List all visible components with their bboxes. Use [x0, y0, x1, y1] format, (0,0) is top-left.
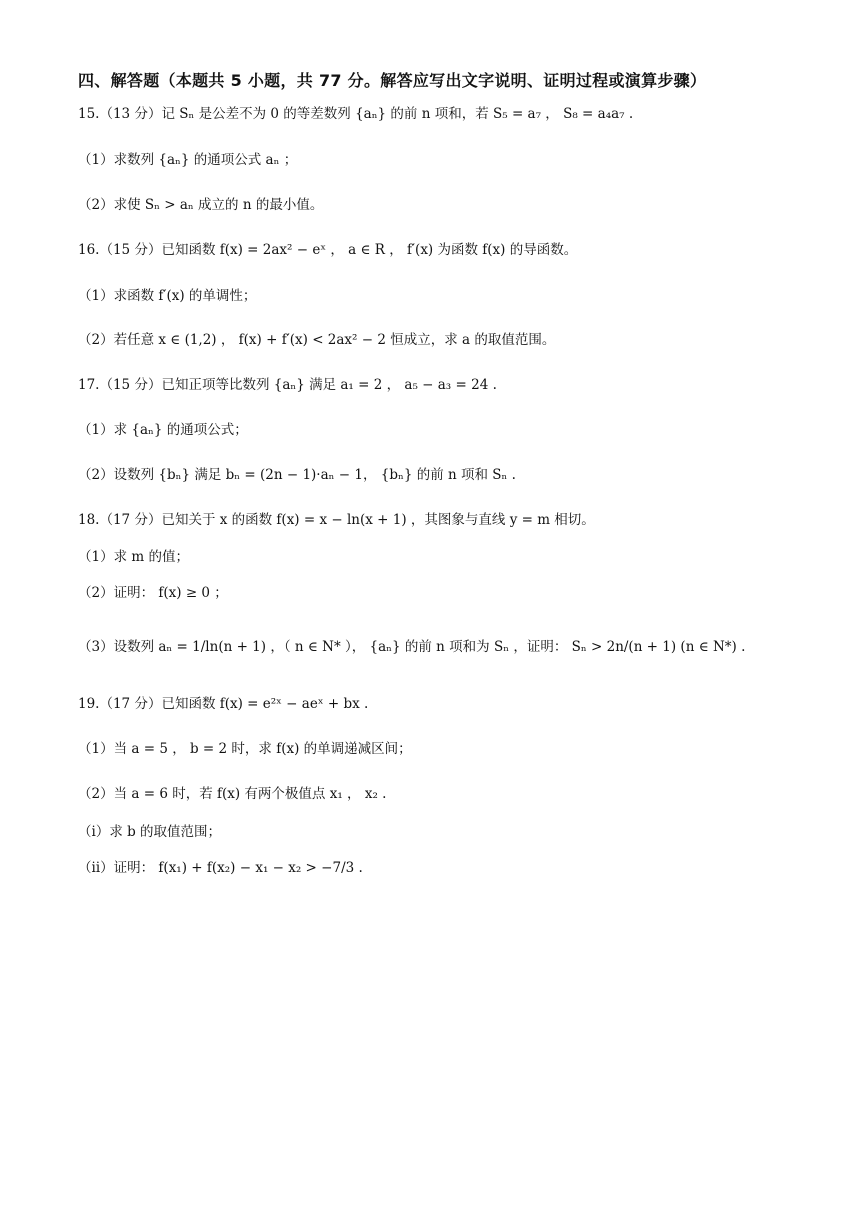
problem-19-part-2: （2）当 a = 6 时，若 f(x) 有两个极值点 x₁ ， x₂ . [78, 786, 387, 802]
problem-16-part-1: （1）求函数 f′(x) 的单调性； [78, 288, 257, 304]
problem-19-part-2-i: （ⅰ）求 b 的取值范围； [78, 824, 222, 840]
problem-19-part-1: （1）当 a = 5 ， b = 2 时，求 f(x) 的单调递减区间； [78, 741, 412, 757]
problem-15-part-2: （2）求使 Sₙ > aₙ 成立的 n 的最小值。 [78, 197, 324, 213]
problem-17-stem: 17.（15 分）已知正项等比数列 {aₙ} 满足 a₁ = 2 ， a₅ − a₃ = 24 . [78, 377, 497, 393]
problem-17-part-2: （2）设数列 {bₙ} 满足 bₙ = (2n − 1)·aₙ − 1， {bₙ} 的前 n 项和 Sₙ . [78, 467, 516, 483]
section-heading: 四、解答题（本题共 5 小题，共 77 分。解答应写出文字说明、证明过程或演算步骤） [78, 71, 707, 90]
problem-16-stem: 16.（15 分）已知函数 f(x) = 2ax² − eˣ ， a ∈ R ， f′(x) 为函数 f(x) 的导函数。 [78, 242, 578, 258]
problem-15-stem: 15.（13 分）记 Sₙ 是公差不为 0 的等差数列 {aₙ} 的前 n 项和，若 S₅ = a₇ ， S₈ = a₄a₇ . [78, 106, 634, 122]
problem-16-part-2: （2）若任意 x ∈ (1,2) ， f(x) + f′(x) < 2ax² − 2 恒成立，求 a 的取值范围。 [78, 332, 556, 348]
problem-17-part-1: （1）求 {aₙ} 的通项公式； [78, 422, 248, 438]
problem-19-stem: 19.（17 分）已知函数 f(x) = e²ˣ − aeˣ + bx . [78, 696, 369, 712]
problem-18-stem: 18.（17 分）已知关于 x 的函数 f(x) = x − ln(x + 1) ，其图象与直线 y = m 相切。 [78, 512, 595, 528]
problem-18-part-1: （1）求 m 的值； [78, 549, 189, 565]
problem-15-part-1: （1）求数列 {aₙ} 的通项公式 aₙ ； [78, 152, 298, 168]
problem-18-part-3: （3）设数列 aₙ = 1/ln(n + 1) ，（ n ∈ N* ）， {aₙ} 的前 n 项和为 Sₙ ，证明： Sₙ > 2n/(n + 1) (n ∈ N*) . [78, 639, 746, 655]
problem-19-part-2-ii: （ⅱ）证明： f(x₁) + f(x₂) − x₁ − x₂ > −7/3 . [78, 860, 363, 876]
problem-18-part-2: （2）证明： f(x) ≥ 0 ； [78, 585, 228, 601]
